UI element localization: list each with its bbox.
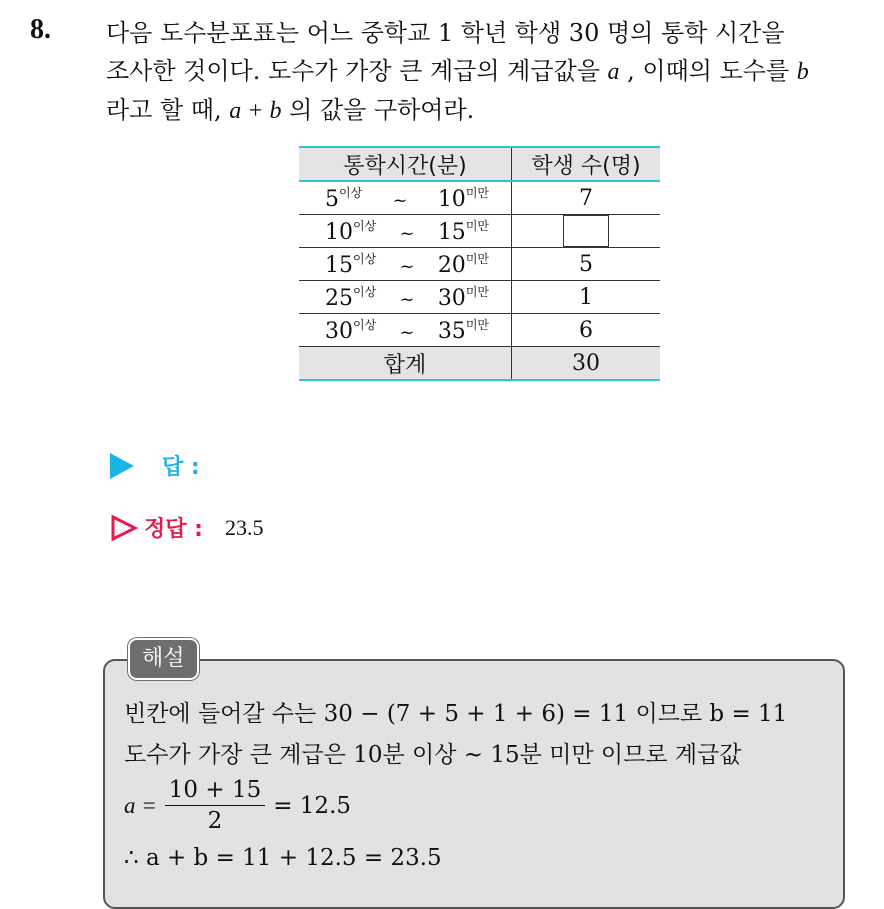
table-row: $10^{이상}$ ~ $15^{미만}$ <box>299 215 660 248</box>
correct-value: 23.5 <box>224 514 264 540</box>
count-cell-blank <box>512 215 661 248</box>
range-low: $15^{이상}$ <box>325 252 377 278</box>
range-high: $30^{미만}$ <box>437 285 489 311</box>
question-line-1: 다음 도수분포표는 어느 중학교 1 학년 학생 30 명의 통학 시간을 <box>106 19 785 47</box>
solution-line-4: ∴ a + b = 11 + 12.5 = 23.5 <box>124 845 442 871</box>
question-number: 8. <box>30 14 51 45</box>
range-low: $30^{이상}$ <box>325 318 377 344</box>
count-cell: 7 <box>512 181 661 215</box>
count-cell: 6 <box>512 314 661 347</box>
question-line-2: 조사한 것이다. 도수가 가장 큰 계급의 계급값을 a , 이때의 도수를 b <box>106 57 809 85</box>
answer-label: 답 : <box>162 455 200 480</box>
blank-box <box>563 215 609 247</box>
table-row: $30^{이상}$ ~ $35^{미만}$ 6 <box>299 314 660 347</box>
range-high: $15^{미만}$ <box>437 219 489 245</box>
header-commute-time: 통학시간(분) <box>299 147 512 181</box>
frequency-table <box>299 146 660 381</box>
outline-play-icon <box>110 514 138 542</box>
total-value: 30 <box>512 347 661 381</box>
solution-line-1: 빈칸에 들어갈 수는 30 − (7 + 5 + 1 + 6) = 11 이므로 b = 11 <box>124 701 788 727</box>
total-label: 합계 <box>299 347 512 381</box>
table-total-row <box>299 347 660 381</box>
header-student-count: 학생 수(명) <box>512 147 661 181</box>
table-header-row <box>299 147 660 181</box>
solution-tab: 해설 <box>128 638 199 680</box>
solution-line-2: 도수가 가장 큰 계급은 10분 이상 ~ 15분 미만 이므로 계급값 <box>124 742 742 768</box>
count-cell: 5 <box>512 248 661 281</box>
range-high: $10^{미만}$ <box>437 186 489 212</box>
correct-label: 정답 : <box>144 517 203 542</box>
fraction: $\frac{10 + 15}{2}$ <box>165 775 265 836</box>
play-icon <box>110 453 134 479</box>
count-cell: 1 <box>512 281 661 314</box>
range-high: $35^{미만}$ <box>437 318 489 344</box>
solution-line-3: a = $\frac{10 + 15}{2}$ = 12.5 <box>124 777 352 834</box>
range-low: $25^{이상}$ <box>325 285 377 311</box>
range-low: $5^{이상}$ <box>325 186 363 212</box>
range-high: $20^{미만}$ <box>437 252 489 278</box>
table-row: $5^{이상}$ ~ $10^{미만}$ 7 <box>299 181 660 215</box>
correct-answer-row <box>110 512 263 543</box>
table-row: $15^{이상}$ ~ $20^{미만}$ 5 <box>299 248 660 281</box>
table-row: $25^{이상}$ ~ $30^{미만}$ 1 <box>299 281 660 314</box>
answer-row <box>110 450 200 481</box>
question-text <box>106 14 876 130</box>
range-low: $10^{이상}$ <box>325 219 377 245</box>
question-line-3: 라고 할 때, a + b 의 값을 구하여라. <box>106 96 475 124</box>
